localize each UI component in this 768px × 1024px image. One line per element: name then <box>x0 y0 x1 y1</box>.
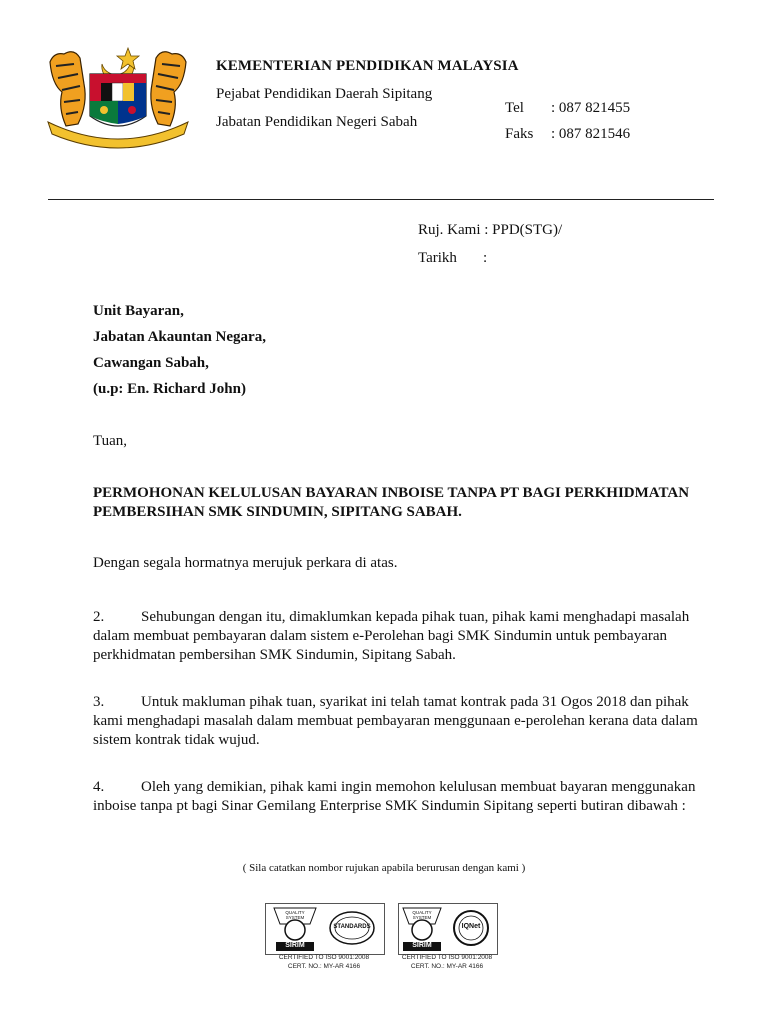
recipient-line-3: Cawangan Sabah, <box>93 355 209 371</box>
coat-of-arms-logo <box>44 44 192 156</box>
opening-sentence: Dengan segala hormatnya merujuk perkara di atas. <box>93 555 398 571</box>
paragraph-line: inboise tanpa pt bagi Sinar Gemilang Enterprise SMK Sindumin Sipitang seperti butiran dibawah : <box>93 798 686 814</box>
certification-caption-2 <box>392 953 502 971</box>
paragraph-2 <box>93 608 713 665</box>
reference-number: Ruj. Kami : PPD(STG)/ <box>418 222 563 238</box>
paragraph-line: sistem kontrak tidak wujud. <box>93 732 260 748</box>
sirim-label: SIRIM <box>412 942 432 949</box>
paragraph-line: Oleh yang demikian, pihak kami ingin memohon kelulusan membuat bayaran menggunakan <box>141 779 696 795</box>
header-divider <box>48 199 714 200</box>
date-label: Tarikh <box>418 250 457 266</box>
quality-system-label: QUALITY SYSTEM <box>285 910 305 920</box>
ministry-name: KEMENTERIAN PENDIDIKAN MALAYSIA <box>216 58 519 74</box>
date-separator: : <box>483 250 488 266</box>
cert-number-text: CERT. NO.: MY-AR 4166 <box>410 963 484 970</box>
tel-label: Tel <box>505 100 524 116</box>
certified-iso-text: CERTIFIED TO ISO 9001:2008 <box>278 954 370 961</box>
paragraph-line: Sehubungan dengan itu, dimaklumkan kepada pihak tuan, pihak kami menghadapi masalah <box>141 609 690 625</box>
paragraph-3 <box>93 693 713 750</box>
fax-value: : 087 821546 <box>551 126 631 142</box>
certification-badges-2 <box>398 903 498 955</box>
cert-number-text: CERT. NO.: MY-AR 4166 <box>287 963 361 970</box>
iqnet-label: IQNet <box>461 923 481 930</box>
quality-system-label: QUALITY SYSTEM <box>412 910 432 920</box>
paragraph-line: dalam membuat pembayaran dalam sistem e-Perolehan bagi SMK Sindumin untuk pembayaran <box>93 628 668 644</box>
footer-note: ( Sila catatkan nombor rujukan apabila berurusan dengan kami ) <box>242 862 526 874</box>
paragraph-4 <box>93 778 713 816</box>
tel-value: : 087 821455 <box>551 100 631 116</box>
certified-iso-text: CERTIFIED TO ISO 9001:2008 <box>401 954 493 961</box>
fax-label: Faks <box>505 126 534 142</box>
paragraph-line: kami menghadapi masalah dalam membuat pembayaran menggunaan e-perolehan kerana data dalam <box>93 713 698 729</box>
salutation: Tuan, <box>93 433 128 449</box>
state-department: Jabatan Pendidikan Negeri Sabah <box>216 114 418 130</box>
standards-label: STANDARDS <box>333 924 371 930</box>
sirim-label: SIRIM <box>285 942 305 949</box>
recipient-line-4: (u.p: En. Richard John) <box>93 381 246 397</box>
paragraph-number: 3. <box>93 694 105 710</box>
paragraph-number: 4. <box>93 779 105 795</box>
letter-subject <box>93 484 693 522</box>
recipient-line-2: Jabatan Akauntan Negara, <box>93 329 266 345</box>
paragraph-line: perkhidmatan pembersihan SMK Sindumin, Sipitang Sabah. <box>93 647 456 663</box>
subject-line-1: PERMOHONAN KELULUSAN BAYARAN INBOISE TANPA PT BAGI PERKHIDMATAN <box>93 485 690 501</box>
district-office: Pejabat Pendidikan Daerah Sipitang <box>216 86 433 102</box>
recipient-line-1: Unit Bayaran, <box>93 303 184 319</box>
certification-caption-1 <box>262 953 386 971</box>
paragraph-number: 2. <box>93 609 105 625</box>
certification-badges-1 <box>265 903 385 955</box>
subject-line-2: PEMBERSIHAN SMK SINDUMIN, SIPITANG SABAH. <box>93 504 462 520</box>
paragraph-line: Untuk makluman pihak tuan, syarikat ini telah tamat kontrak pada 31 Ogos 2018 dan pihak <box>141 694 689 710</box>
